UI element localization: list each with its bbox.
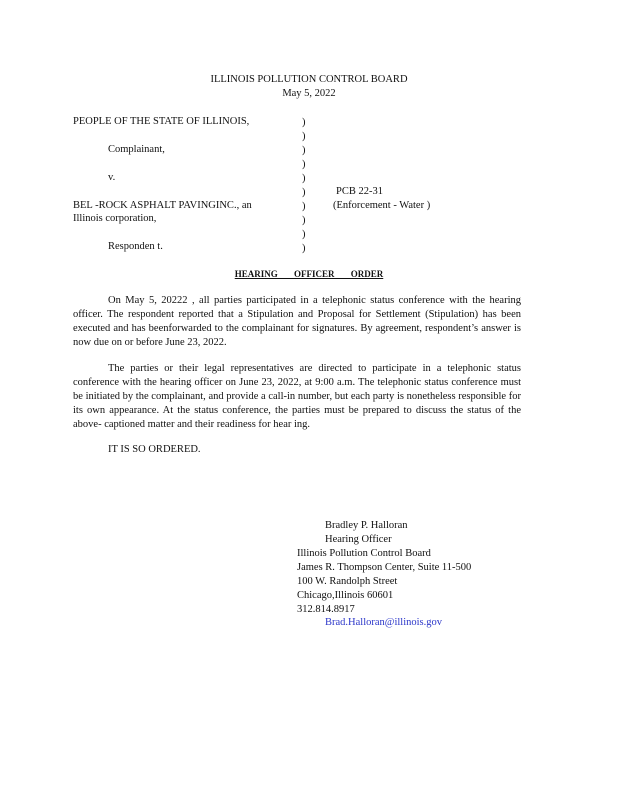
board-name: Illinois Pollution Control Board — [297, 548, 431, 559]
order-date: May 5, 2022 — [282, 88, 336, 99]
address-line2: 100 W. Randolph Street — [297, 576, 398, 587]
caption-paren: ) — [302, 131, 306, 142]
paragraph-status — [73, 294, 521, 350]
caption-paren: ) — [302, 145, 306, 156]
caption-paren: ) — [302, 159, 306, 170]
caption-paren: ) — [302, 229, 306, 240]
plaintiff-role: Complainant, — [108, 144, 165, 155]
caption-divider — [302, 116, 310, 256]
paragraph-text: The parties or their legal representatives are directed to participate in a telephonic status conference with the hearing officer on June 23, 2022, at 9:00 a.m. The telephonic status conference must be initiated by the complainant, and provide a call-in number, but each party is nonetheless responsible for its own appearance. At the status conference, the parties must be prepared to discuss the status of the above- captioned matter and their readiness for hear ing. — [73, 363, 521, 430]
case-number: PCB 22-31 — [336, 186, 383, 197]
document-title-text: HEARING OFFICER ORDER — [234, 269, 384, 279]
defendant-name: BEL -ROCK ASPHALT PAVINGINC., an — [73, 200, 252, 211]
document-title — [0, 269, 618, 280]
caption-paren: ) — [302, 201, 306, 212]
email-link[interactable]: Brad.Halloran@illinois.gov — [325, 617, 442, 628]
caption-paren: ) — [302, 173, 306, 184]
so-ordered: IT IS SO ORDERED. — [108, 444, 201, 455]
caption-paren: ) — [302, 187, 306, 198]
case-type: (Enforcement - Water ) — [333, 200, 431, 211]
caption-paren: ) — [302, 243, 306, 254]
address-city: Chicago,Illinois 60601 — [297, 590, 394, 601]
plaintiff-name: PEOPLE OF THE STATE OF ILLINOIS, — [73, 116, 250, 127]
caption-paren: ) — [302, 117, 306, 128]
officer-title: Hearing Officer — [325, 534, 392, 545]
caption-paren: ) — [302, 215, 306, 226]
phone-number: 312.814.8917 — [297, 604, 355, 615]
paragraph-text: On May 5, 20222 , all parties participated in a telephonic status conference with the hearing officer. The respondent reported that a Stipulation and Proposal for Settlement (Stipulation) has been executed and has beenforwarded to the complainant for signatures. By agreement, respondent’s answer is now due on or before June 23, 2022. — [73, 295, 521, 348]
defendant-description: Illinois corporation, — [73, 213, 157, 224]
board-heading: ILLINOIS POLLUTION CONTROL BOARD — [210, 74, 408, 85]
officer-name: Bradley P. Halloran — [325, 520, 408, 531]
paragraph-directive — [73, 362, 521, 432]
defendant-role: Responden t. — [108, 241, 163, 252]
address-line1: James R. Thompson Center, Suite 11-500 — [297, 562, 472, 573]
versus-label: v. — [108, 172, 116, 183]
